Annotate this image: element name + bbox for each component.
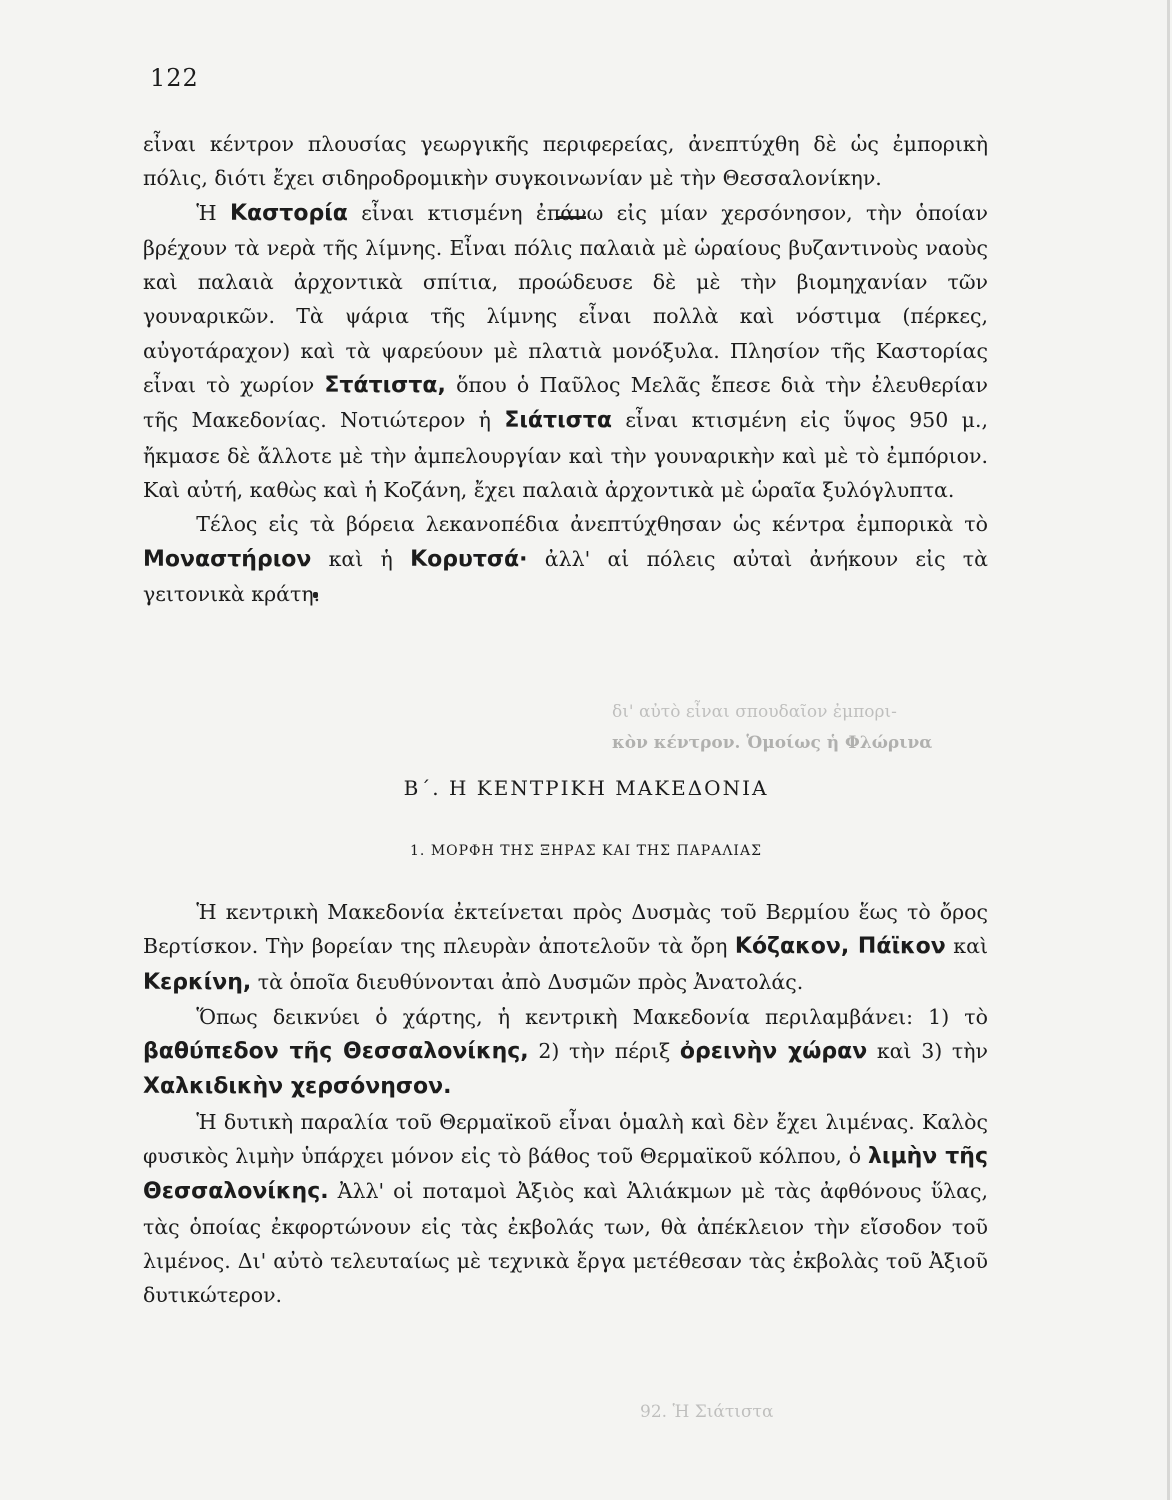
bleed-through-caption: 92. Ἡ Σιάτιστα [640, 1402, 774, 1422]
text-block-upper [143, 127, 988, 611]
text-run: εἶναι κτισμένη ἐπάνω εἰς μίαν χερσόνησον, τὴν ὁποίαν βρέχουν τὰ νερὰ τῆς λίμνης. Εἶναι πόλις παλαιὰ μὲ ὡραίους βυζαντινοὺς ναοὺς καὶ παλαιὰ ἀρχοντικὰ σπίτια, προώδευσε δὲ μὲ τὴν βιομηχανίαν τῶν γουναρικῶν. Τὰ ψάρια τῆς λίμνης εἶναι πολλὰ καὶ νόστιμα (πέρκες, αὐγοτάραχον) καὶ τὰ ψαρεύουν μὲ πλατιὰ μονόξυλα. Πλησίον τῆς Καστορίας εἶναι τὸ χωρίον [143, 200, 988, 398]
text-run: καὶ 3) τὴν [867, 1039, 989, 1064]
subsection-heading: 1. ΜΟΡΦΗ ΤΗΣ ΞΗΡΑΣ ΚΑΙ ΤΗΣ ΠΑΡΑΛΙΑΣ [410, 843, 762, 859]
paragraph [143, 1105, 988, 1313]
text-run: Ἡ κεντρικὴ Μακεδονία ἐκτείνεται πρὸς Δυσμὰς τοῦ Βερμίου ἕως τὸ ὄρος Βερτίσκον. Τὴν βορείαν της πλευρὰν ἀποτελοῦν τὰ ὄρη [143, 900, 988, 959]
text-run: Ἡ [196, 200, 230, 225]
text-run: 2) τὴν πέριξ [528, 1039, 680, 1064]
text-run: Ἡ δυτικὴ παραλία τοῦ Θερμαϊκοῦ εἶναι ὁμαλὴ καὶ δὲν ἔχει λιμένας. Καλὸς φυσικὸς λιμὴν ὑπάρχει μόνον εἰς τὸ βάθος τοῦ Θερμαϊκοῦ κόλπου, ὁ [143, 1109, 988, 1169]
text-run: Ὅπως δεικνύει ὁ χάρτης, ἡ κεντρικὴ Μακεδονία περιλαμβάνει: 1) τὸ [196, 1004, 988, 1029]
bold-term: Καστορία [230, 200, 348, 226]
text-run: καὶ [945, 934, 988, 959]
paragraph [143, 1000, 988, 1105]
bold-term: βαθύπεδον τῆς Θεσσαλονίκης, [143, 1039, 529, 1065]
text-run: ἀλλ' αἱ πόλεις αὐταὶ ἀνήκουν εἰς τὰ γειτονικὰ κράτη. [143, 546, 988, 606]
bleed-through-line-2: κὸν κέντρον. Ὁμοίως ἡ Φλώρινα [612, 733, 933, 753]
text-run: Τέλος εἰς τὰ βόρεια λεκανοπέδια ἀνεπτύχθησαν ὡς κέντρα ἐμπορικὰ τὸ [196, 512, 988, 537]
bold-term: λιμὴν τῆς Θεσσαλονίκης. [143, 1144, 988, 1205]
bold-term: ὀρεινὴν χώραν [679, 1039, 868, 1065]
paragraph [143, 507, 988, 611]
text-run: καὶ ἡ [311, 546, 411, 571]
text-run: τὰ ὁποῖα διευθύνονται ἀπὸ Δυσμῶν πρὸς Ἀνατολάς. [251, 969, 804, 994]
section-heading: Β΄. Η ΚΕΝΤΡΙΚΗ ΜΑΚΕΔΟΝΙΑ [403, 776, 769, 800]
text-run: Ἀλλ' οἱ ποταμοὶ Ἀξιὸς καὶ Ἁλιάκμων μὲ τὰς ἀφθόνους ὕλας, τὰς ὁποίας ἐκφορτώνουν εἰς τὰς ἐκβολάς των, θὰ ἀπέκλειον τὴν εἴσοδον τοῦ λιμένος. Δι' αὐτὸ τελευταίως μὲ τεχνικὰ ἔργα μετέθεσαν τὰς ἐκβολὰς τοῦ Ἀξιοῦ δυτικώτερον. [143, 1179, 988, 1308]
text-run: ὅπου ὁ Παῦλος Μελᾶς ἔπεσε διὰ τὴν ἐλευθερίαν τῆς Μακεδονίας. Νοτιώτερον ἡ [143, 373, 988, 433]
paragraph [143, 895, 988, 1000]
text-run: εἶναι κτισμένη εἰς ὕψος 950 μ., ἤκμασε δὲ ἄλλοτε μὲ τὴν ἀμπελουργίαν καὶ τὴν γουναρικὴν καὶ μὲ τὸ ἐμπόριον. Καὶ αὐτή, καθὼς καὶ ἡ Κοζάνη, ἔχει παλαιὰ ἀρχοντικὰ μὲ ὡραῖα ξυλόγλυπτα. [143, 408, 988, 502]
paragraph [143, 196, 988, 508]
bold-term: Σιάτιστα [504, 408, 612, 434]
bold-term: Στάτιστα, [324, 373, 446, 399]
bold-term: Μοναστήριον [143, 546, 312, 572]
bleed-through-line-1: δι' αὐτὸ εἶναι σπουδαῖον ἐμπορι- [612, 702, 897, 722]
page-number: 122 [150, 64, 199, 92]
bold-term: Κόζακον, Πάϊκον [734, 934, 946, 960]
text-block-lower [143, 895, 988, 1313]
paragraph: εἶναι κέντρον πλουσίας γεωργικῆς περιφερείας, ἀνεπτύχθη δὲ ὡς ἐμπορικὴ πόλις, διότι ἔχει σιδηροδρομικὴν συγκοινωνίαν μὲ τὴν Θεσσαλονίκην. [143, 132, 988, 191]
page-edge [1167, 0, 1170, 1500]
bold-term: Κορυτσά· [410, 546, 528, 572]
bold-term: Χαλκιδικὴν χερσόνησον. [143, 1074, 452, 1100]
bold-term: Κερκίνη, [143, 969, 252, 995]
